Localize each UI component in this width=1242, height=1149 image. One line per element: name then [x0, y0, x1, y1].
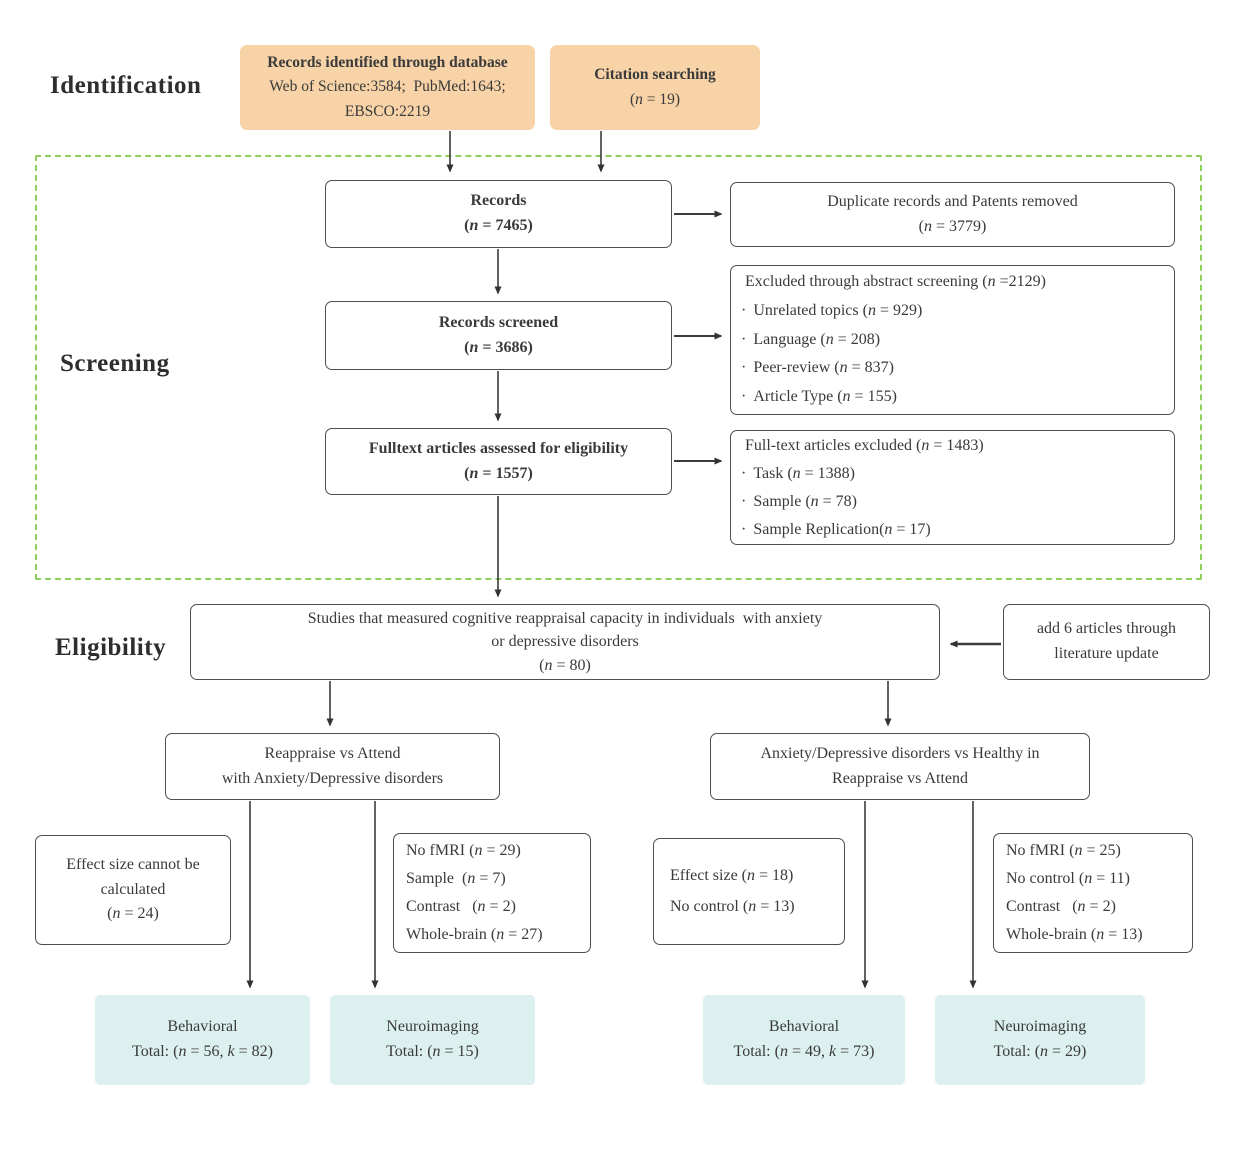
records-title: Records [470, 192, 527, 210]
records-count: (n = 7465) [464, 217, 533, 234]
branch-left-text: with Anxiety/Depressive disorders [221, 769, 444, 787]
bullet-glyph: · [741, 492, 747, 510]
abstract-excluded-item: · Article Type (n = 155) [731, 383, 897, 412]
fulltext-excluded-title: Full-text articles excluded (n = 1483) [745, 436, 984, 454]
abstract-excluded-item: · Unrelated topics (n = 929) [731, 297, 922, 326]
outcome-right-neuro-box [935, 995, 1145, 1085]
excl-left-neuro-box [393, 833, 591, 953]
excl-left-behavioral-box [35, 835, 231, 945]
bullet-glyph: · [741, 388, 747, 406]
fulltext-excluded-box [730, 430, 1175, 545]
abstract-excluded-box [730, 265, 1175, 415]
excl-right-neuro-item: No control (n = 11) [1006, 870, 1130, 887]
literature-update-text: literature update [1054, 645, 1159, 662]
citation-searching-count: (n = 19) [629, 90, 681, 108]
excl-left-neuro-item: Whole-brain (n = 27) [406, 926, 543, 943]
fulltext-assessed-box [325, 428, 672, 495]
records-box [325, 180, 672, 248]
db-records-line: EBSCO:2219 [344, 102, 431, 120]
db-records-line: Web of Science:3584; PubMed:1643; [269, 78, 506, 96]
duplicates-removed-count: (n = 3779) [918, 217, 987, 235]
outcome-right-neuro-total: Total: (n = 29) [993, 1043, 1087, 1060]
duplicates-removed-text: Duplicate records and Patents removed [827, 192, 1078, 210]
eligible-studies-text: Studies that measured cognitive reappraisal capacity in individuals with anxiety [307, 610, 823, 628]
excl-right-behavioral-item: Effect size (n = 18) [670, 867, 794, 885]
excl-right-neuro-box [993, 833, 1193, 953]
outcome-left-behavioral-box [95, 995, 310, 1085]
fulltext-excluded-item: · Sample (n = 78) [731, 488, 857, 516]
excl-right-neuro-item: Contrast (n = 2) [1006, 898, 1116, 915]
bullet-glyph: · [741, 330, 747, 348]
bullet-glyph: · [741, 359, 747, 377]
excl-left-behavioral-text: Effect size cannot be [66, 855, 200, 873]
branch-right-text: Anxiety/Depressive disorders vs Healthy in [760, 744, 1040, 762]
branch-left-text: Reappraise vs Attend [264, 744, 401, 762]
fulltext-assessed-count: (n = 1557) [464, 464, 533, 482]
bullet-glyph: · [741, 301, 747, 319]
abstract-excluded-title: Excluded through abstract screening (n =2129) [745, 273, 1046, 290]
excl-left-behavioral-text: calculated [100, 880, 166, 898]
branch-right-text: Reappraise vs Attend [832, 769, 968, 787]
literature-update-box [1003, 604, 1210, 680]
outcome-left-behavioral-total: Total: (n = 56, k = 82) [132, 1043, 273, 1060]
branch-right-box [710, 733, 1090, 800]
excl-right-behavioral-item: No control (n = 13) [670, 897, 795, 915]
outcome-left-neuro-total: Total: (n = 15) [386, 1043, 479, 1060]
excl-left-neuro-item: Contrast (n = 2) [406, 898, 516, 915]
db-records-box [240, 45, 535, 130]
records-screened-count: (n = 3686) [464, 338, 533, 356]
stage-label-screening: Screening [60, 350, 170, 377]
fulltext-excluded-item: · Sample Replication(n = 17) [731, 516, 931, 544]
db-records-title: Records identified through database [267, 54, 508, 72]
outcome-left-behavioral-title: Behavioral [167, 1018, 238, 1036]
outcome-right-behavioral-title: Behavioral [768, 1018, 840, 1036]
outcome-left-neuro-title: Neuroimaging [386, 1018, 479, 1036]
eligible-studies-box [190, 604, 940, 680]
eligible-studies-count: (n = 80) [539, 656, 591, 674]
excl-right-neuro-item: No fMRI (n = 25) [1006, 842, 1121, 859]
records-screened-title: Records screened [438, 313, 559, 331]
duplicates-removed-box [730, 182, 1175, 247]
branch-left-box [165, 733, 500, 800]
excl-left-neuro-item: Sample (n = 7) [406, 870, 506, 887]
excl-right-behavioral-box [653, 838, 845, 945]
outcome-left-neuro-box [330, 995, 535, 1085]
bullet-glyph: · [741, 520, 747, 538]
outcome-right-neuro-title: Neuroimaging [993, 1018, 1087, 1036]
records-screened-box [325, 301, 672, 370]
abstract-excluded-item: · Peer-review (n = 837) [731, 354, 894, 383]
bullet-glyph: · [741, 464, 747, 482]
outcome-right-behavioral-total: Total: (n = 49, k = 73) [733, 1043, 875, 1060]
abstract-excluded-item: · Language (n = 208) [731, 326, 880, 355]
citation-searching-box [550, 45, 760, 130]
literature-update-text: add 6 articles through [1036, 620, 1177, 638]
fulltext-assessed-title: Fulltext articles assessed for eligibility [368, 439, 629, 457]
stage-label-eligibility: Eligibility [55, 634, 167, 661]
excl-left-neuro-item: No fMRI (n = 29) [406, 842, 521, 859]
stage-label-identification: Identification [50, 72, 202, 99]
outcome-right-behavioral-box [703, 995, 905, 1085]
excl-right-neuro-item: Whole-brain (n = 13) [1006, 926, 1143, 943]
eligible-studies-text: or depressive disorders [491, 633, 639, 651]
excl-left-behavioral-count: (n = 24) [107, 905, 159, 923]
citation-searching-title: Citation searching [594, 66, 716, 84]
fulltext-excluded-item: · Task (n = 1388) [731, 460, 855, 488]
